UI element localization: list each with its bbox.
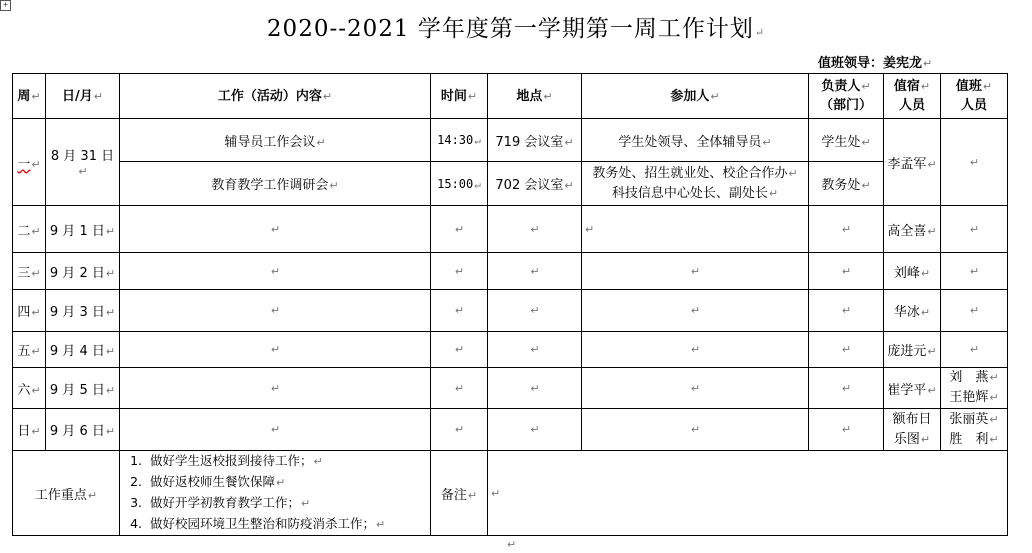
- weekday-cell[interactable]: 日↵: [13, 409, 46, 451]
- owner-cell[interactable]: ↵: [809, 290, 884, 332]
- date-cell[interactable]: 9 月 1 日↵: [46, 206, 120, 253]
- time-cell[interactable]: ↵: [431, 290, 488, 332]
- participants-cell[interactable]: ↵: [582, 206, 809, 253]
- dorm-cell[interactable]: 刘峰↵: [884, 253, 941, 290]
- weekday-cell[interactable]: 一↵: [13, 119, 46, 206]
- paragraph-mark-icon: ↵: [507, 538, 517, 551]
- dorm-cell[interactable]: 高全喜↵: [884, 206, 941, 253]
- duty-cell[interactable]: ↵: [941, 290, 1008, 332]
- weekday-cell[interactable]: 六↵: [13, 368, 46, 409]
- place-cell[interactable]: ↵: [488, 368, 582, 409]
- list-item: 2. 做好返校师生餐饮保障↵: [146, 472, 428, 493]
- duty-cell[interactable]: 张丽英↵ 胜 利↵: [941, 409, 1008, 451]
- weekday-cell[interactable]: 五↵: [13, 332, 46, 368]
- participants-cell[interactable]: ↵: [582, 332, 809, 368]
- table-row: [13, 290, 1008, 332]
- content-cell[interactable]: 教育教学工作调研会↵: [120, 162, 431, 206]
- table-row: [13, 119, 1008, 162]
- page-title: [0, 12, 1032, 50]
- table-anchor-icon[interactable]: +: [0, 0, 11, 11]
- weekday-cell[interactable]: 四↵: [13, 290, 46, 332]
- participants-cell[interactable]: ↵: [582, 253, 809, 290]
- time-cell[interactable]: ↵: [431, 409, 488, 451]
- header-row: [13, 74, 1008, 119]
- paragraph-mark-icon: ↵: [923, 57, 933, 70]
- dorm-cell[interactable]: 李孟军↵: [884, 119, 941, 206]
- header-duty: 值班↵ 人员: [941, 74, 1008, 119]
- duty-cell[interactable]: ↵: [941, 206, 1008, 253]
- content-cell[interactable]: ↵: [120, 409, 431, 451]
- dorm-cell[interactable]: 额布日 乐图↵: [884, 409, 941, 451]
- header-dorm: 值宿↵ 人员: [884, 74, 941, 119]
- participants-cell[interactable]: ↵: [582, 290, 809, 332]
- content-cell[interactable]: ↵: [120, 290, 431, 332]
- focus-label-cell[interactable]: 工作重点↵: [13, 451, 120, 536]
- header-place: 地点↵: [488, 74, 582, 119]
- table-row: [13, 253, 1008, 290]
- focus-list: [126, 451, 428, 535]
- date-cell[interactable]: 9 月 4 日↵: [46, 332, 120, 368]
- date-cell[interactable]: 9 月 3 日↵: [46, 290, 120, 332]
- header-weekday: 周↵: [13, 74, 46, 119]
- place-cell[interactable]: ↵: [488, 409, 582, 451]
- list-item: 4. 做好校园环境卫生整治和防疫消杀工作；↵: [146, 514, 428, 535]
- place-cell[interactable]: 702 会议室↵: [488, 162, 582, 206]
- table-row: [13, 368, 1008, 409]
- content-cell[interactable]: ↵: [120, 368, 431, 409]
- table-row: [13, 206, 1008, 253]
- paragraph-mark-icon: ↵: [754, 26, 766, 39]
- participants-cell[interactable]: 教务处、招生就业处、校企合作办↵ 科技信息中心处长、副处长↵: [582, 162, 809, 206]
- time-cell[interactable]: 15:00↵: [431, 162, 488, 206]
- title-text: 2020--2021 学年度第一学期第一周工作计划: [266, 16, 754, 42]
- notes-value-cell[interactable]: ↵: [488, 451, 1008, 536]
- duty-cell[interactable]: ↵: [941, 253, 1008, 290]
- place-cell[interactable]: ↵: [488, 332, 582, 368]
- place-cell[interactable]: ↵: [488, 206, 582, 253]
- table-row: [13, 162, 1008, 206]
- date-cell[interactable]: 8 月 31 日↵: [46, 119, 120, 206]
- list-item: 3. 做好开学初教育教学工作；↵: [146, 493, 428, 514]
- content-cell[interactable]: ↵: [120, 206, 431, 253]
- duty-cell[interactable]: ↵: [941, 119, 1008, 206]
- notes-label-cell[interactable]: 备注↵: [431, 451, 488, 536]
- duty-leader: [818, 52, 932, 71]
- date-cell[interactable]: 9 月 2 日↵: [46, 253, 120, 290]
- header-content: 工作（活动）内容↵: [120, 74, 431, 119]
- participants-cell[interactable]: ↵: [582, 368, 809, 409]
- focus-list-cell[interactable]: [120, 451, 431, 536]
- place-cell[interactable]: 719 会议室↵: [488, 119, 582, 162]
- place-cell[interactable]: ↵: [488, 290, 582, 332]
- place-cell[interactable]: ↵: [488, 253, 582, 290]
- dorm-cell[interactable]: 庞进元↵: [884, 332, 941, 368]
- content-cell[interactable]: ↵: [120, 253, 431, 290]
- duty-cell[interactable]: ↵: [941, 332, 1008, 368]
- header-owner: 负责人↵ （部门）: [809, 74, 884, 119]
- weekday-cell[interactable]: 三↵: [13, 253, 46, 290]
- weekday-cell[interactable]: 二↵: [13, 206, 46, 253]
- footer-row: [13, 451, 1008, 536]
- header-time: 时间↵: [431, 74, 488, 119]
- dorm-cell[interactable]: 崔学平↵: [884, 368, 941, 409]
- list-item: 1. 做好学生返校报到接待工作；↵: [146, 451, 428, 472]
- time-cell[interactable]: ↵: [431, 253, 488, 290]
- date-cell[interactable]: 9 月 5 日↵: [46, 368, 120, 409]
- owner-cell[interactable]: ↵: [809, 206, 884, 253]
- duty-leader-text: 值班领导：姜宪龙: [818, 56, 923, 71]
- owner-cell[interactable]: ↵: [809, 332, 884, 368]
- time-cell[interactable]: ↵: [431, 332, 488, 368]
- owner-cell[interactable]: 学生处↵: [809, 119, 884, 162]
- time-cell[interactable]: ↵: [431, 368, 488, 409]
- time-cell[interactable]: ↵: [431, 206, 488, 253]
- header-participants: 参加人↵: [582, 74, 809, 119]
- dorm-cell[interactable]: 华冰↵: [884, 290, 941, 332]
- owner-cell[interactable]: 教务处↵: [809, 162, 884, 206]
- header-date: 日/月↵: [46, 74, 120, 119]
- weekly-plan-table: [12, 73, 1008, 536]
- participants-cell[interactable]: ↵: [582, 409, 809, 451]
- table-row: [13, 332, 1008, 368]
- owner-cell[interactable]: ↵: [809, 368, 884, 409]
- duty-cell[interactable]: 刘 燕↵ 王艳辉↵: [941, 368, 1008, 409]
- date-cell[interactable]: 9 月 6 日↵: [46, 409, 120, 451]
- table-row: [13, 409, 1008, 451]
- content-cell[interactable]: ↵: [120, 332, 431, 368]
- time-cell[interactable]: 14:30↵: [431, 119, 488, 162]
- participants-cell[interactable]: 学生处领导、全体辅导员↵: [582, 119, 809, 162]
- owner-cell[interactable]: ↵: [809, 409, 884, 451]
- content-cell[interactable]: 辅导员工作会议↵: [120, 119, 431, 162]
- owner-cell[interactable]: ↵: [809, 253, 884, 290]
